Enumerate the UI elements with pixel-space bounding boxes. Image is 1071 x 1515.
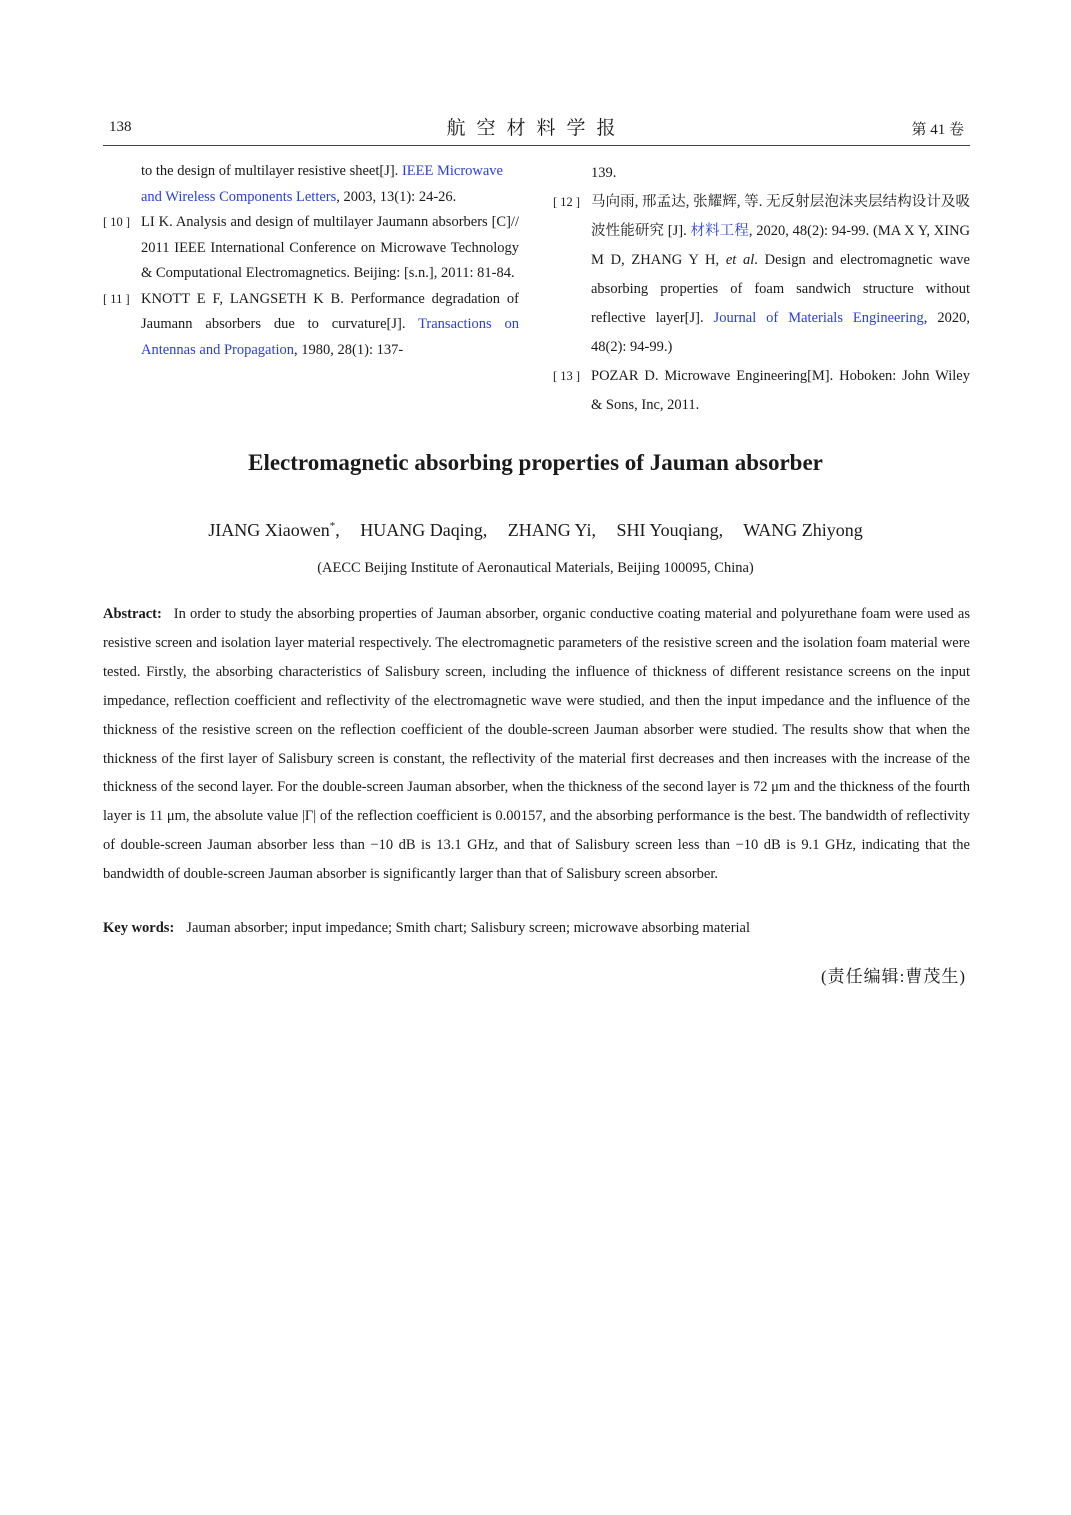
journal-link[interactable]: Transactions on Antennas and Propagation [141, 316, 520, 358]
journal-link[interactable]: IEEE Microwave and Wireless Components Letters [141, 163, 503, 205]
keywords-label: Key words: [103, 920, 175, 936]
author-list: JIANG Xiaowen*, HUANG Daqing, ZHANG Yi, SHI Youqiang, WANG Zhiyong [208, 520, 863, 540]
reference-number: [ 11 ] [103, 291, 130, 306]
reference-number: [ 13 ] [553, 369, 581, 383]
author: JIANG Xiaowen [208, 520, 330, 540]
abstract-text: In order to study the absorbing properties of Jauman absorber, organic conductive coating material and polyurethane foam were used as resistive screen and isolation layer material respectively. The electromagnetic parameters of the resistive screen and the isolation foam material were tested. Firstly, the absorbing characteristics of Salisbury screen, including the influence of thickness of different resistance screens on the input impedance, reflection coefficient and reflectivity of the electromagnetic wave were studied, and then the input impedance and the influence of the thickness of the resistive screen on the reflection coefficient of the double-screen Jauman absorber were studied. The results show that when the thickness of the first layer of Salisbury screen is constant, the reflectivity of the material first decreases and then increases with the increase of the thickness of the second layer. For the double-screen Jauman absorber, when the thickness of the second layer is 72 μm and the thickness of the fourth layer is 11 μm, the absolute value |Γ| of the reflection coefficient is 0.00157, and the absorbing performance is the best. The bandwidth of reflectivity of double-screen Jauman absorber less than −10 dB is 13.1 GHz, and that of Salisbury screen less than −10 dB is 9.1 GHz, indicating that the bandwidth of double-screen Jauman absorber is significantly larger than that of Salisbury screen absorber. [103, 606, 970, 883]
author: ZHANG Yi, [507, 520, 597, 540]
volume-label: 第 41 卷 [911, 122, 964, 138]
author: WANG Zhiyong [743, 520, 863, 540]
abstract-label: Abstract: [103, 606, 162, 622]
reference-12: [ 12 ] 马向雨, 邢孟达, 张耀辉, 等. 无反射层泡沫夹层结构设计及吸波性能研究 [J]. 材料工程, 2020, 48(2): 94-99. (MA X Y, XING M D, ZHANG Y H, et al. Design and electromagnetic wave absorbing properties of foam sandwich structure without reflective layer[J]. Journal of Materials Engineering, 2020, 48(2): 94-99.) [553, 188, 970, 362]
journal-link[interactable]: 材料工程 [690, 223, 749, 239]
affiliation: (AECC Beijing Institute of Aeronautical Materials, Beijing 100095, China) [317, 560, 754, 576]
keywords-text: Jauman absorber; input impedance; Smith chart; Salisbury screen; microwave absorbing material [186, 920, 751, 936]
reference-continuation: to the design of multilayer resistive sheet[J]. IEEE Microwave and Wireless Components Letters, 2003, 13(1): 24-26. [141, 163, 503, 205]
reference-10: [ 10 ] LI K. Analysis and design of multilayer Jaumann absorbers [C]// 2011 IEEE International Conference on Microwave Technology & Computational Electromagnetics. Beijing: [s.n.], 2011: 81-84. [103, 210, 519, 287]
editor-note: (责任编辑:曹茂生) [820, 967, 966, 986]
reference-number: [ 12 ] [553, 195, 581, 209]
corresponding-mark: * [329, 520, 336, 532]
references-right-column [553, 159, 970, 420]
references-left-column [103, 159, 519, 363]
reference-number: [ 10 ] [103, 215, 131, 229]
journal-link[interactable]: Journal of Materials Engineering [713, 310, 924, 326]
page-number: 138 [109, 119, 132, 135]
author: SHI Youqiang, [616, 520, 724, 540]
author: HUANG Daqing, [360, 520, 488, 540]
article-title: Electromagnetic absorbing properties of Jauman absorber [248, 450, 823, 475]
reference-continuation: 139. [591, 165, 617, 181]
reference-13: [ 13 ] POZAR D. Microwave Engineering[M]. Hoboken: John Wiley & Sons, Inc, 2011. [553, 362, 970, 420]
keywords [103, 920, 970, 937]
abstract [103, 600, 970, 889]
journal-title: 航空材料学报 [446, 118, 627, 139]
reference-11: [ 11 ] KNOTT E F, LANGSETH K B. Performance degradation of Jaumann absorbers due to curvature[J]. Transactions on Antennas and Propagation, 1980, 28(1): 137- [103, 287, 519, 364]
page-header [103, 113, 970, 146]
